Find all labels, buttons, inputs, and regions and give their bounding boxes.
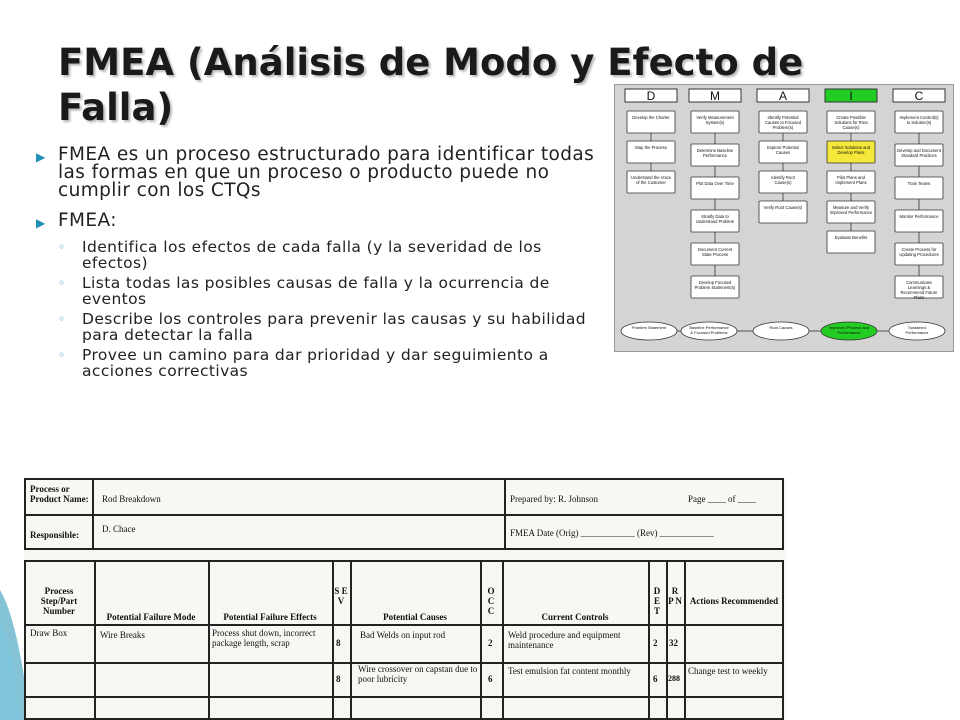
row1-step: Draw Box <box>30 628 68 638</box>
row1-sev: 8 <box>336 638 341 648</box>
col-header-actions: Actions Recommended <box>689 596 779 606</box>
step-label-a: Verify Root Cause(s) <box>763 205 803 210</box>
sub-bullet-item <box>58 275 600 307</box>
bullet-text: FMEA es un proceso estructurado para identificar todas las formas en que un proceso o producto puede no cumplir con los CTQs <box>58 144 595 201</box>
row2-causes: Wire crossover on capstan due to poor lubricity <box>358 664 478 684</box>
row2-occ: 6 <box>488 674 493 684</box>
step-label-a: Identify Potential Causes to Focused Problem(s) <box>764 115 802 130</box>
step-label-m: Document Current State Process <box>697 247 733 257</box>
row1-controls: Weld procedure and equipment maintenance <box>508 630 621 650</box>
step-label-d: Develop the Charter <box>632 115 670 120</box>
outcome-label: Sustained Performance <box>905 325 929 335</box>
sub-bullet-item <box>58 239 600 271</box>
dmaic-diagram-svg <box>615 85 953 351</box>
row1-causes: Bad Welds on input rod <box>360 630 446 640</box>
col-header-causes: Potential Causes <box>383 612 447 622</box>
row2-controls: Test emulsion fat content monthly <box>508 666 631 676</box>
form-divider <box>24 514 784 516</box>
outcome-label: Root Causes <box>769 325 793 330</box>
step-label-d: Understand the Voice of the Customer <box>630 175 672 185</box>
process-label: Process or Product Name: <box>30 484 89 504</box>
responsible-value: D. Chace <box>102 524 136 534</box>
step-label-c: Create Process for Updating Procedures <box>899 247 939 257</box>
step-label-m: Verify Measurement System(s) <box>696 115 734 125</box>
step-label-m: Develop Focused Problem Statement(s) <box>694 280 736 290</box>
sub-bullet-item <box>58 347 600 379</box>
outcome-label: Baseline Performance & Focused Problems <box>689 325 729 335</box>
step-label-i: Pilot Plans and Implement Plans <box>835 175 867 185</box>
bullet-item <box>30 146 600 200</box>
step-label-c: Train Teams <box>907 181 931 186</box>
col-header-occ: O C C <box>487 586 495 616</box>
dmaic-roadmap-diagram <box>614 84 954 352</box>
step-label-m: Plot Data Over Time <box>696 181 734 186</box>
step-label-m: Determine Baseline Performance <box>696 148 734 158</box>
col-header-mode: Potential Failure Mode <box>106 612 196 622</box>
fmea-form <box>24 478 786 720</box>
step-label-m: Stratify Data to Understand Problem <box>695 214 735 224</box>
sub-bullet-text: Lista todas las posibles causas de falla y la ocurrencia de eventos <box>82 274 550 308</box>
phase-letter-c: C <box>914 89 924 103</box>
row1-effects: Process shut down, incorrect package length, scrap <box>212 628 316 648</box>
step-label-d: Map the Process <box>635 145 667 150</box>
step-label-c: Monitor Performance <box>899 214 939 219</box>
col-header-effects: Potential Failure Effects <box>223 612 317 622</box>
sub-bullet-text: Describe los controles para prevenir las causas y su habilidad para detectar la falla <box>82 310 586 344</box>
step-label-c: Communicate Learnings & Recommend Future Plans <box>900 280 938 300</box>
bullet-arrow-icon: ▶ <box>36 150 46 164</box>
row2-rpn: 288 <box>668 674 680 683</box>
outcome-label: Problem Statement <box>631 325 667 330</box>
row1-det: 2 <box>653 638 658 648</box>
col-header-sev: S E V <box>334 586 348 606</box>
step-label-a: Explore Potential Causes <box>767 145 799 155</box>
row2-sev: 8 <box>336 674 341 684</box>
step-label-i: Evaluate Benefits <box>834 235 868 240</box>
prepared-by: Prepared by: R. Johnson <box>510 494 598 504</box>
outcome-label: Improved Process and Performance <box>828 325 870 335</box>
bullet-list <box>30 146 600 383</box>
sub-bullet-item <box>58 311 600 343</box>
sub-bullet-icon: ◦ <box>58 276 66 290</box>
step-label-c: Implement Control(s) to Solution(s) <box>899 115 939 125</box>
col-header-step: Process Step/Part Number <box>40 586 78 616</box>
col-header-det: D E T <box>653 586 661 616</box>
row1-rpn: 32 <box>669 638 678 648</box>
row2-det: 6 <box>653 674 658 684</box>
phase-letter-m: M <box>710 89 720 103</box>
sub-bullet-text: Identifica los efectos de cada falla (y la severidad de los efectos) <box>82 238 542 272</box>
col-header-controls: Current Controls <box>541 612 609 622</box>
sub-bullet-icon: ◦ <box>58 312 66 326</box>
sub-bullet-icon: ◦ <box>58 240 66 254</box>
step-label-i: Measure and Verify Improved Performance <box>829 205 873 215</box>
row1-mode: Wire Breaks <box>100 630 145 640</box>
sub-bullet-icon: ◦ <box>58 348 66 362</box>
step-label-c: Develop and Document Standard Practices <box>897 148 941 158</box>
step-label-i: Create Possible Solutions for Root Cause(s) <box>834 115 868 130</box>
step-label-a: Identify Root Cause(s) <box>771 175 795 185</box>
process-value: Rod Breakdown <box>102 494 161 504</box>
responsible-label: Responsible: <box>30 530 80 540</box>
fmea-date-label: FMEA Date (Orig) ____________ (Rev) ____________ <box>510 528 714 538</box>
col-header-rpn: R P N <box>668 586 682 606</box>
sub-bullet-text: Provee un camino para dar prioridad y dar seguimiento a acciones correctivas <box>82 346 549 380</box>
page-label: Page ____ of ____ <box>688 494 756 504</box>
step-label-i: Select Solutions and Develop Plans <box>831 145 871 155</box>
phase-letter-i: I <box>849 89 853 103</box>
bullet-arrow-icon: ▶ <box>36 216 46 230</box>
slide-title: FMEA (Análisis de Modo y Efecto de Falla) <box>58 41 804 129</box>
bullet-item <box>30 212 600 230</box>
row1-occ: 2 <box>488 638 493 648</box>
phase-letter-d: D <box>646 89 656 103</box>
phase-letter-a: A <box>778 89 788 103</box>
bullet-text: FMEA: <box>58 210 117 231</box>
row2-actions: Change test to weekly <box>688 666 768 676</box>
